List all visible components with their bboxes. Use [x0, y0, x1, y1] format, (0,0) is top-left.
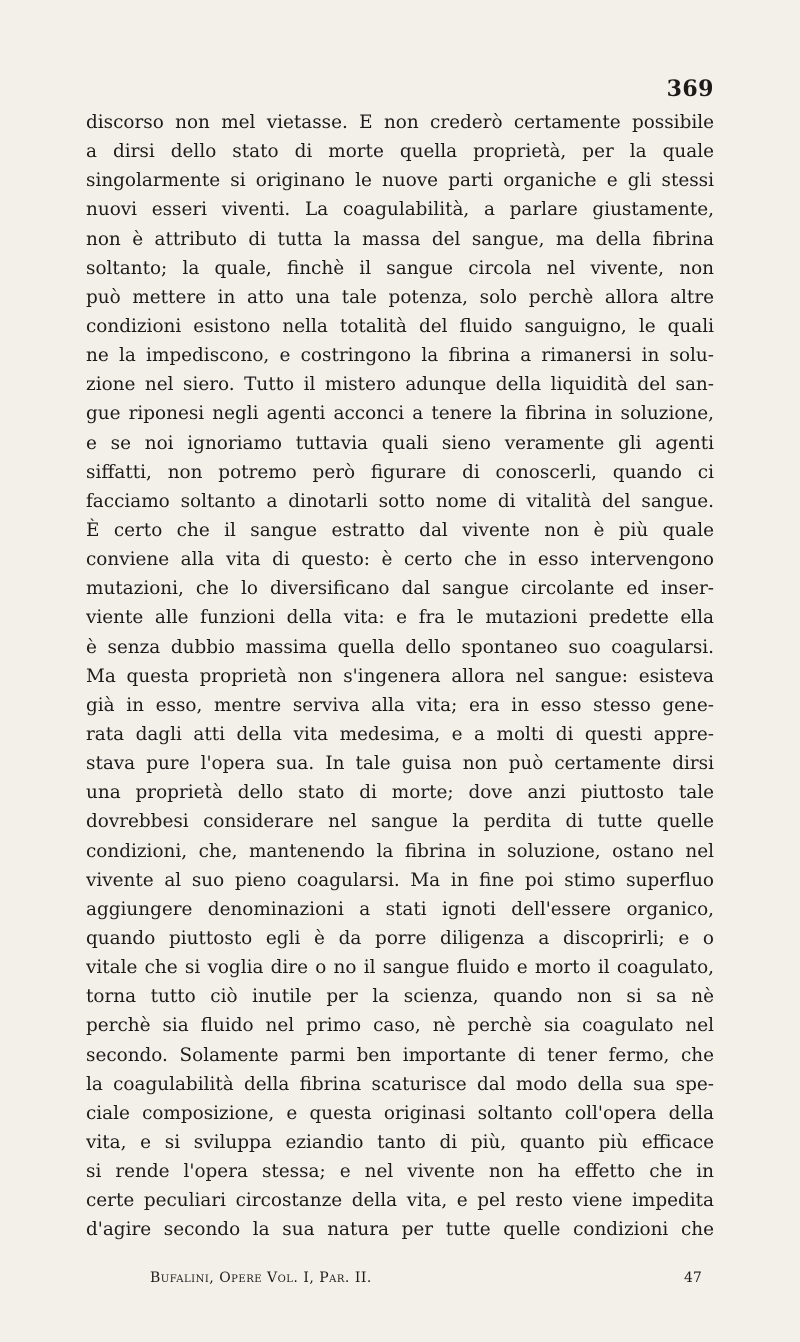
text-line: condizioni esistono nella totalità del fluido sanguigno, le quali	[86, 315, 714, 337]
text-line: la coagulabilità della fibrina scaturisce dal modo della sua spe-	[86, 1073, 714, 1095]
text-line: dovrebbesi considerare nel sangue la perdita di tutte quelle	[86, 811, 714, 833]
footer-signature-line	[150, 1270, 710, 1286]
text-line: siffatti, non potremo però figurare di conoscerli, quando ci	[86, 461, 714, 483]
text-line: stava pure l'opera sua. In tale guisa non può certamente dirsi	[86, 753, 714, 775]
text-line: certe peculiari circostanze della vita, e pel resto viene impedita	[86, 1190, 714, 1212]
text-line: ciale composizione, e questa originasi soltanto coll'opera della	[86, 1102, 714, 1124]
text-line: nuovi esseri viventi. La coagulabilità, a parlare giustamente,	[86, 199, 714, 221]
text-line: mutazioni, che lo diversificano dal sangue circolante ed inser-	[86, 578, 714, 600]
text-line: torna tutto ciò inutile per la scienza, quando non si sa nè	[86, 986, 714, 1008]
text-line: a dirsi dello stato di morte quella proprietà, per la quale	[86, 141, 714, 163]
text-line: quando piuttosto egli è da porre diligenza a discoprirli; e o	[86, 927, 714, 949]
text-line: È certo che il sangue estratto dal vivente non è più quale	[86, 519, 714, 541]
text-line: aggiungere denominazioni a stati ignoti dell'essere organico,	[86, 898, 714, 920]
text-line: condizioni, che, mantenendo la fibrina in soluzione, ostano nel	[86, 840, 714, 862]
text-line: secondo. Solamente parmi ben importante di tener fermo, che	[86, 1044, 714, 1066]
text-line: discorso non mel vietasse. E non crederò certamente possibile	[86, 112, 714, 133]
text-line: vivente al suo pieno coagularsi. Ma in fine poi stimo superfluo	[86, 869, 714, 891]
text-line: zione nel siero. Tutto il mistero adunque della liquidità del san-	[86, 374, 714, 396]
text-line: vita, e si sviluppa eziandio tanto di più, quanto più efficace	[86, 1131, 714, 1153]
text-line: una proprietà dello stato di morte; dove anzi piuttosto tale	[86, 782, 714, 804]
text-line: rata dagli atti della vita medesima, e a molti di questi appre-	[86, 723, 714, 745]
text-line: non è attributo di tutta la massa del sangue, ma della fibrina	[86, 228, 714, 250]
text-line: d'agire secondo la sua natura per tutte quelle condizioni che	[86, 1219, 714, 1241]
text-line: gue riponesi negli agenti acconci a tenere la fibrina in soluzione,	[86, 403, 714, 425]
text-line: conviene alla vita di questo: è certo che in esso intervengono	[86, 549, 714, 571]
text-line: ne la impediscono, e costringono la fibrina a rimanersi in solu-	[86, 345, 714, 367]
text-line: può mettere in atto una tale potenza, solo perchè allora altre	[86, 286, 714, 308]
text-line: singolarmente si originano le nuove parti organiche e gli stessi	[86, 170, 714, 192]
page-number: 369	[666, 76, 714, 102]
text-line: viente alle funzioni della vita: e fra le mutazioni predette ella	[86, 607, 714, 629]
text-line: già in esso, mentre serviva alla vita; era in esso stesso gene-	[86, 694, 714, 716]
text-line: facciamo soltanto a dinotarli sotto nome di vitalità del sangue.	[86, 490, 714, 512]
text-line: perchè sia fluido nel primo caso, nè perchè sia coagulato nel	[86, 1015, 714, 1037]
text-line: vitale che si voglia dire o no il sangue fluido e morto il coagulato,	[86, 957, 714, 979]
footer-signature: Bufalini, Opere Vol. I, Par. II.	[150, 1270, 372, 1286]
text-line: si rende l'opera stessa; e nel vivente non ha effetto che in	[86, 1161, 714, 1183]
body-text	[86, 108, 714, 1244]
text-line: soltanto; la quale, finchè il sangue circola nel vivente, non	[86, 257, 714, 279]
text-line: Ma questa proprietà non s'ingenera allora nel sangue: esisteva	[86, 665, 714, 687]
text-line: è senza dubbio massima quella dello spontaneo suo coagularsi.	[86, 636, 714, 658]
text-line: e se noi ignoriamo tuttavia quali sieno veramente gli agenti	[86, 432, 714, 454]
footer-signature-number: 47	[684, 1270, 702, 1286]
